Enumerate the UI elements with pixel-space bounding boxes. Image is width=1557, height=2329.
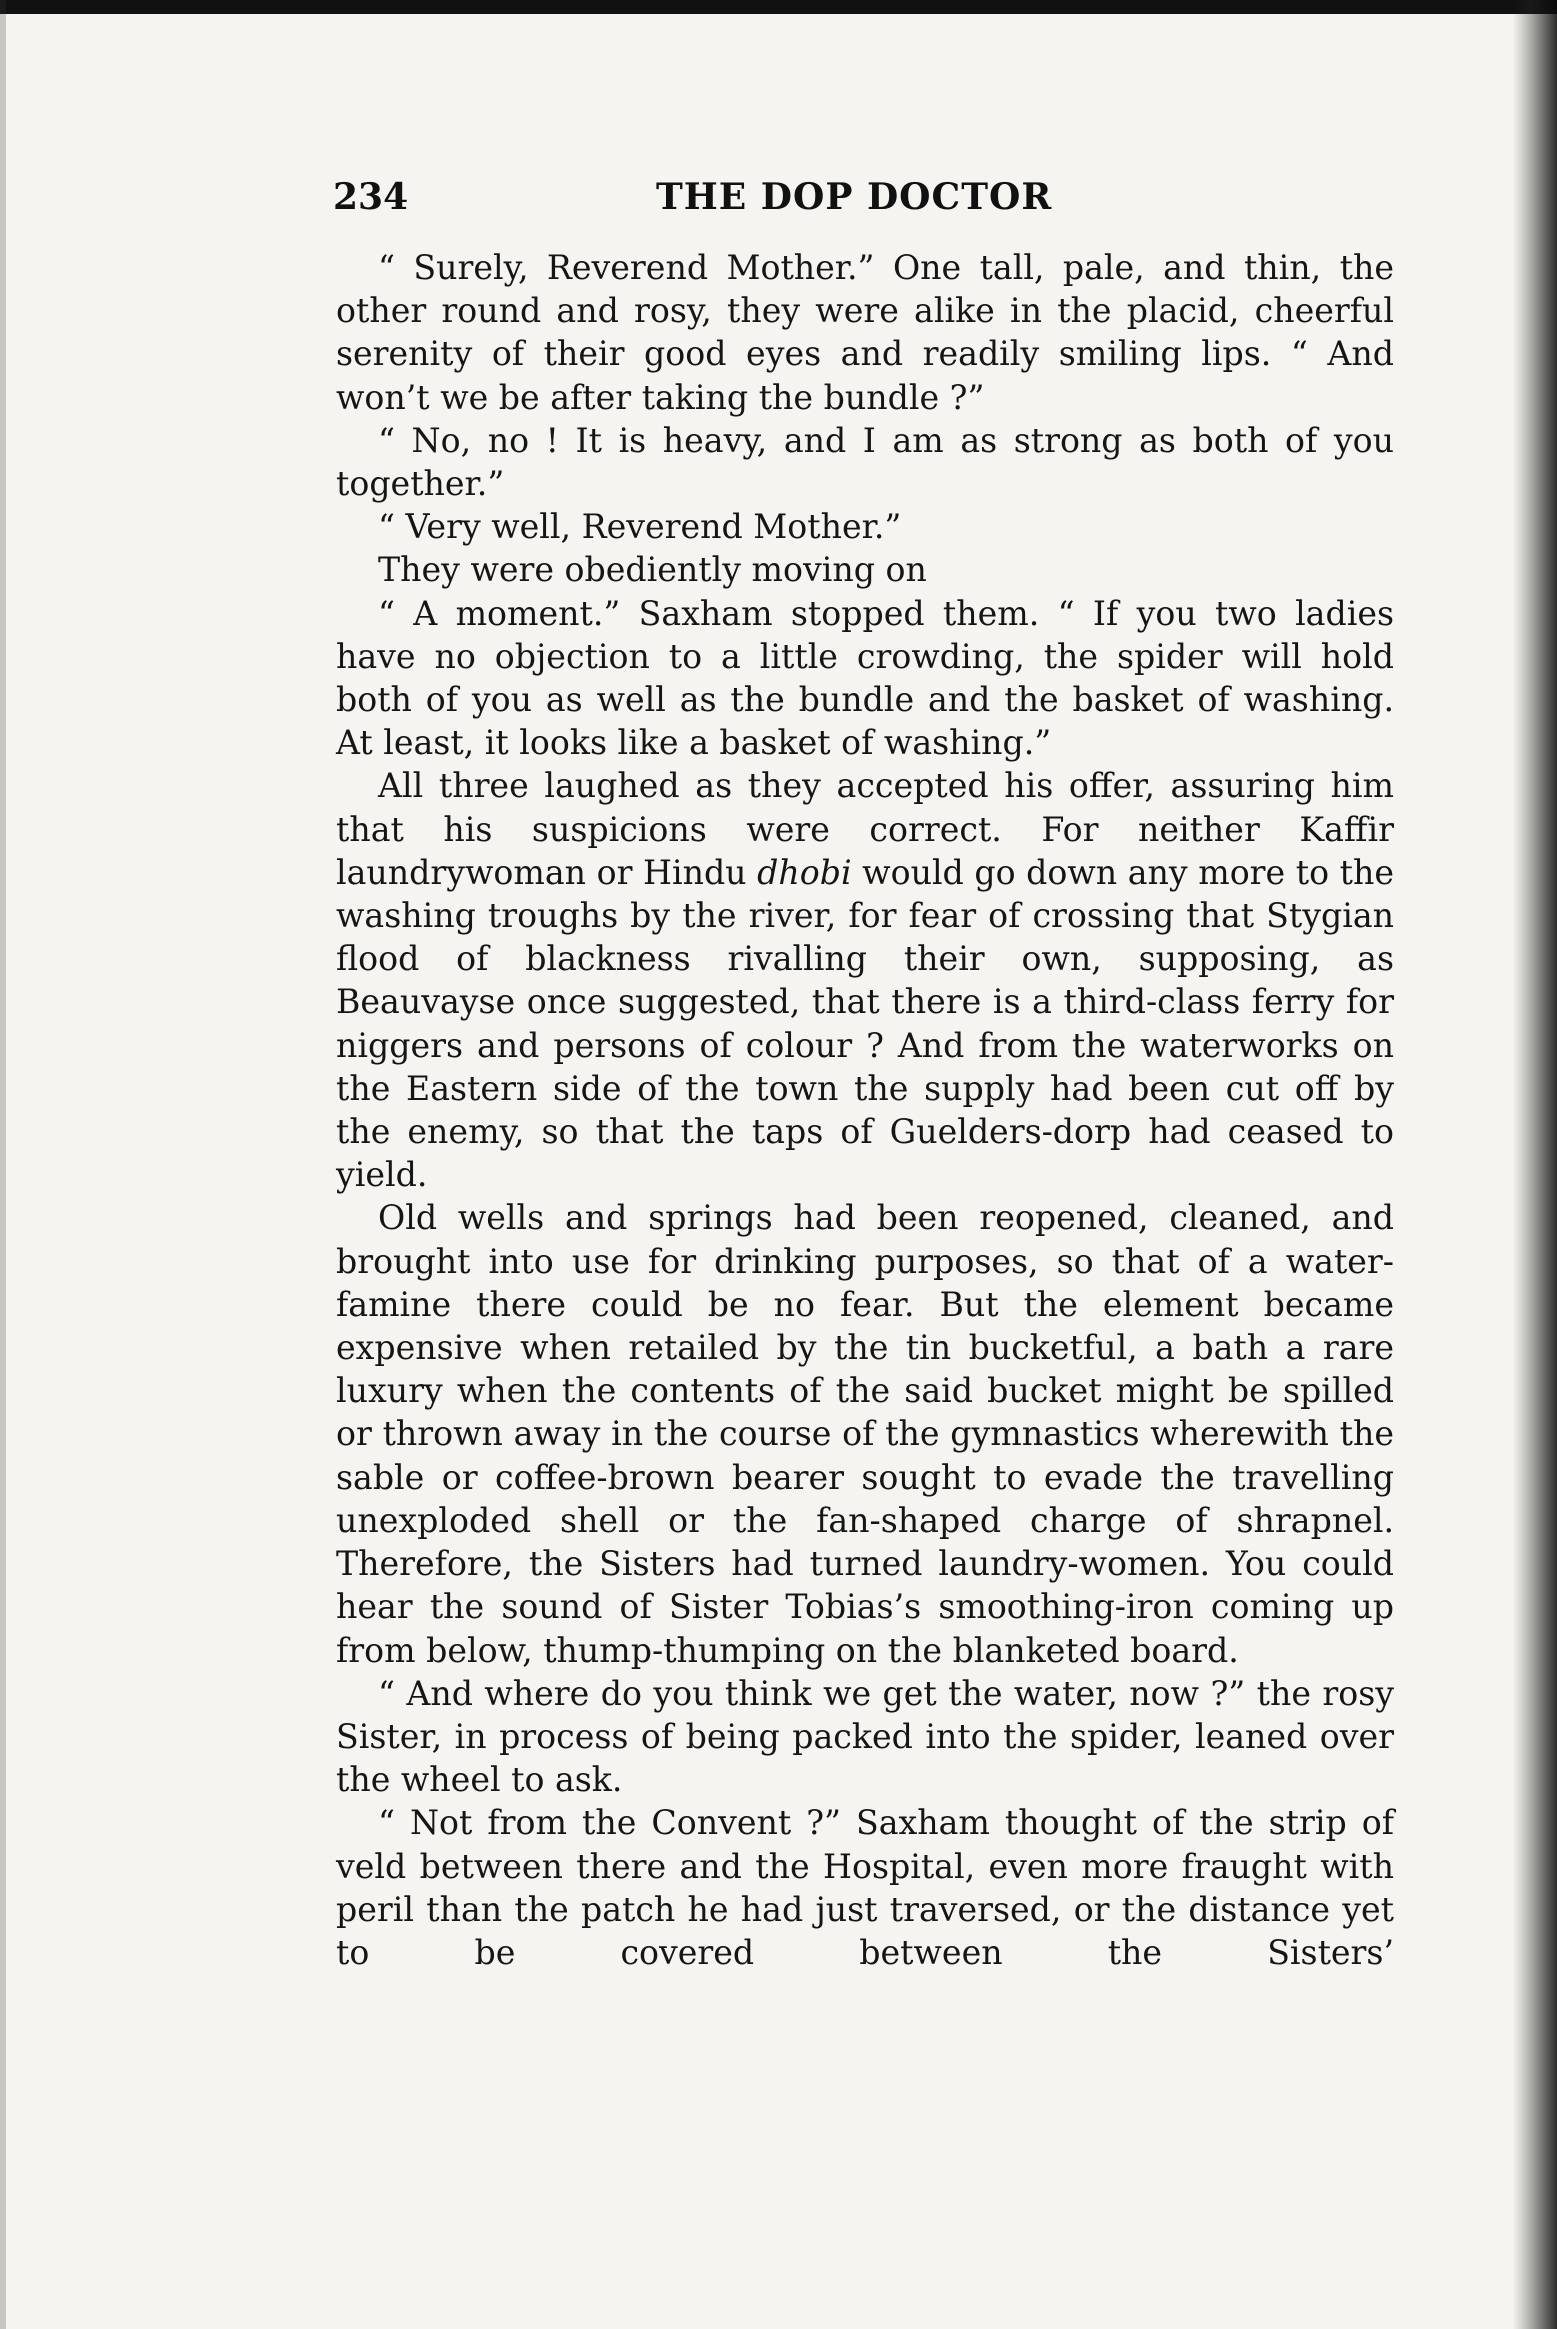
paragraph: They were obediently moving on — [378, 550, 927, 590]
body-text — [336, 246, 1394, 1974]
running-title: THE DOP DOCTOR — [656, 176, 1053, 218]
italic-word: dhobi — [757, 852, 852, 892]
paragraph — [336, 764, 1394, 1196]
scan-left-edge — [0, 0, 6, 2329]
paragraph: “ No, no ! It is heavy, and I am as strong as both of you together.” — [336, 420, 1394, 504]
paragraph: Old wells and springs had been reopened, cleaned, and brought into use for drinking purposes, so that of a water-famine there could be no fear. But the element became expensive when retailed by the tin bucketful, a bath a rare luxury when the contents of the said bucket might be spilled or thrown away in the course of the gymnastics wherewith the sable or coffee-brown bearer sought to evade the travelling unexploded shell or the fan-shaped charge of shrapnel. Therefore, the Sisters had turned laundry-women. You could hear the sound of Sister Tobias’s smoothing-iron coming up from below, thump-thumping on the blanketed board. — [336, 1198, 1394, 1670]
page-number: 234 — [333, 176, 409, 218]
paragraph: “ Surely, Reverend Mother.” One tall, pale, and thin, the other round and rosy, they were alike in the placid, cheerful serenity of their good eyes and readily smiling lips. “ And won’t we be after taking the bundle ?” — [336, 248, 1394, 417]
scan-top-border — [0, 0, 1557, 14]
paragraph-text: would go down any more to the washing troughs by the river, for fear of crossing that Stygian flood of blackness rivalling their own, supposing, as Beauvayse once suggested, that there is a third-class ferry for niggers and persons of colour ? And from the waterworks on the Eastern side of the town the supply had been cut off by the enemy, so that the taps of Guelders-dorp had ceased to yield. — [336, 852, 1394, 1195]
paragraph: “ And where do you think we get the water, now ?” the rosy Sister, in process of being packed into the spider, leaned over the wheel to ask. — [336, 1673, 1394, 1800]
scan-right-edge-shadow — [1513, 0, 1557, 2329]
paragraph: “ Very well, Reverend Mother.” — [378, 507, 902, 547]
paragraph: “ Not from the Convent ?” Saxham thought of the strip of veld between there and the Hospital, even more fraught with peril than the patch he had just traversed, or the distance yet to be covered between the Sisters’ — [336, 1803, 1394, 1972]
paragraph-text: All three laughed as they accepted his offer, assuring him that his suspicions were correct. For neither Kaffir laundrywoman or Hindu — [336, 766, 1394, 892]
running-header — [333, 176, 1391, 236]
paragraph: “ A moment.” Saxham stopped them. “ If you two ladies have no objection to a little crowding, the spider will hold both of you as well as the bundle and the basket of washing. At least, it looks like a basket of washing.” — [336, 593, 1394, 763]
